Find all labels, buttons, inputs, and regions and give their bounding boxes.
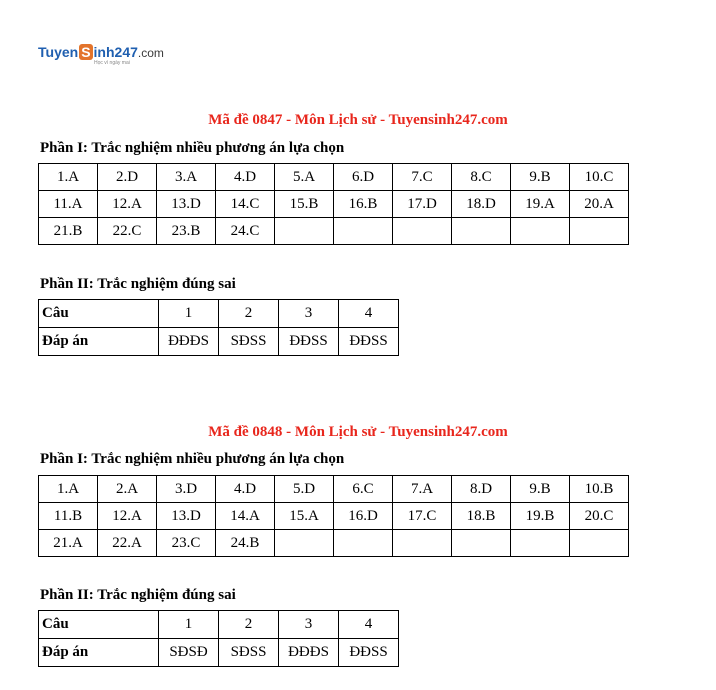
answer-cell: 24.B: [216, 530, 275, 557]
logo-part-com: .com: [137, 46, 164, 60]
exam-title: Mã đề 0848 - Môn Lịch sử - Tuyensinh247.com: [208, 424, 508, 440]
answer-cell: 2.A: [98, 476, 157, 503]
logo-s-badge: S: [81, 44, 91, 60]
tf-answer: ĐĐĐS: [279, 639, 339, 667]
tf-table-body: [39, 300, 399, 356]
answer-cell: 6.C: [334, 476, 393, 503]
table-row: [39, 503, 629, 530]
logo-part-inh: inh247: [93, 44, 138, 60]
answer-cell: [570, 530, 629, 557]
answer-cell: 3.D: [157, 476, 216, 503]
question-number: 2: [219, 611, 279, 639]
part1-heading: Phần I: Trắc nghiệm nhiều phương án lựa chọn: [40, 451, 345, 467]
question-number: 3: [279, 611, 339, 639]
answer-cell: 5.D: [275, 476, 334, 503]
answer-cell: [393, 530, 452, 557]
question-number: 4: [339, 611, 399, 639]
answer-cell: 23.B: [157, 218, 216, 245]
answer-cell: 19.A: [511, 191, 570, 218]
answer-cell: 24.C: [216, 218, 275, 245]
table-row: [39, 164, 629, 191]
answer-cell: 4.D: [216, 164, 275, 191]
site-logo[interactable]: [38, 44, 164, 70]
question-number: 4: [339, 300, 399, 328]
answer-cell: [452, 530, 511, 557]
logo-wordmark: [38, 44, 164, 61]
answer-cell: 11.A: [39, 191, 98, 218]
answer-cell: 10.B: [570, 476, 629, 503]
tf-answer: SĐSĐ: [159, 639, 219, 667]
answer-cell: 8.D: [452, 476, 511, 503]
answer-cell: 15.A: [275, 503, 334, 530]
answer-cell: [275, 218, 334, 245]
answer-cell: 22.A: [98, 530, 157, 557]
row-label-question: Câu: [39, 611, 159, 639]
answer-cell: 12.A: [98, 503, 157, 530]
answer-cell: 17.D: [393, 191, 452, 218]
answer-cell: 21.A: [39, 530, 98, 557]
answer-cell: 1.A: [39, 476, 98, 503]
table-row: [39, 300, 399, 328]
table-row: [39, 218, 629, 245]
table-row: [39, 639, 399, 667]
exam-title: Mã đề 0847 - Môn Lịch sử - Tuyensinh247.com: [208, 112, 508, 128]
answer-cell: 13.D: [157, 503, 216, 530]
answer-table-truefalse: [38, 610, 399, 667]
answer-cell: [393, 218, 452, 245]
tf-answer: ĐĐSS: [339, 328, 399, 356]
answer-cell: [334, 530, 393, 557]
part2-heading: Phần II: Trắc nghiệm đúng sai: [40, 276, 236, 292]
answer-cell: 7.C: [393, 164, 452, 191]
question-number: 3: [279, 300, 339, 328]
answer-cell: 18.B: [452, 503, 511, 530]
answer-cell: 16.D: [334, 503, 393, 530]
answer-cell: 12.A: [98, 191, 157, 218]
part2-heading: Phần II: Trắc nghiệm đúng sai: [40, 587, 236, 603]
answer-cell: 20.C: [570, 503, 629, 530]
answer-cell: [452, 218, 511, 245]
answer-cell: 14.C: [216, 191, 275, 218]
answer-table-body: [39, 164, 629, 245]
answer-cell: 9.B: [511, 164, 570, 191]
row-label-answer: Đáp án: [39, 328, 159, 356]
tf-answer: ĐĐSS: [279, 328, 339, 356]
row-label-answer: Đáp án: [39, 639, 159, 667]
tf-answer: SĐSS: [219, 328, 279, 356]
part1-heading: Phần I: Trắc nghiệm nhiều phương án lựa chọn: [40, 140, 345, 156]
answer-cell: [570, 218, 629, 245]
answer-cell: 11.B: [39, 503, 98, 530]
table-row: [39, 611, 399, 639]
table-row: [39, 530, 629, 557]
tf-answer: ĐĐĐS: [159, 328, 219, 356]
answer-cell: 17.C: [393, 503, 452, 530]
table-row: [39, 191, 629, 218]
answer-table-body: [39, 476, 629, 557]
row-label-question: Câu: [39, 300, 159, 328]
answer-cell: 7.A: [393, 476, 452, 503]
question-number: 1: [159, 611, 219, 639]
answer-cell: 18.D: [452, 191, 511, 218]
answer-table-truefalse: [38, 299, 399, 356]
answer-cell: 8.C: [452, 164, 511, 191]
answer-cell: [511, 530, 570, 557]
answer-cell: 9.B: [511, 476, 570, 503]
answer-table-mcq: [38, 475, 629, 557]
answer-cell: 19.B: [511, 503, 570, 530]
question-number: 2: [219, 300, 279, 328]
answer-cell: 5.A: [275, 164, 334, 191]
answer-cell: 1.A: [39, 164, 98, 191]
answer-cell: 23.C: [157, 530, 216, 557]
tf-answer: ĐĐSS: [339, 639, 399, 667]
answer-cell: 22.C: [98, 218, 157, 245]
table-row: [39, 328, 399, 356]
answer-cell: 16.B: [334, 191, 393, 218]
answer-cell: 21.B: [39, 218, 98, 245]
table-row: [39, 476, 629, 503]
answer-cell: 10.C: [570, 164, 629, 191]
answer-cell: 20.A: [570, 191, 629, 218]
answer-cell: [511, 218, 570, 245]
answer-cell: 4.D: [216, 476, 275, 503]
answer-cell: 6.D: [334, 164, 393, 191]
answer-cell: [275, 530, 334, 557]
answer-table-mcq: [38, 163, 629, 245]
answer-cell: [334, 218, 393, 245]
answer-cell: 14.A: [216, 503, 275, 530]
answer-cell: 15.B: [275, 191, 334, 218]
logo-slogan: Học vì ngày mai: [94, 60, 130, 66]
answer-cell: 3.A: [157, 164, 216, 191]
question-number: 1: [159, 300, 219, 328]
answer-cell: 2.D: [98, 164, 157, 191]
logo-part-tuyen: Tuyen: [38, 44, 79, 60]
tf-answer: SĐSS: [219, 639, 279, 667]
answer-cell: 13.D: [157, 191, 216, 218]
tf-table-body: [39, 611, 399, 667]
